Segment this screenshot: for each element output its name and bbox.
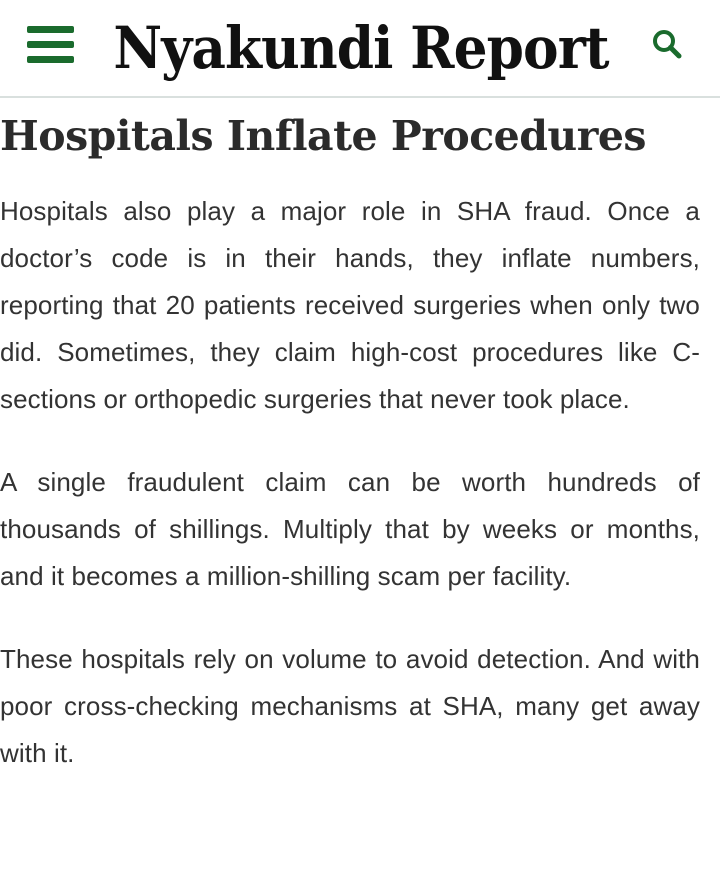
article-paragraph-1: Hospitals also play a major role in SHA fraud. Once a doctor’s code is in their hands, they inflate numbers, reporting that 20 patients received surgeries when only two did. Sometimes, they claim high-cost procedures like C-sections or orthopedic surgeries that never took place. (0, 196, 700, 414)
article-paragraph-3: These hospitals rely on volume to avoid detection. And with poor cross-checking mechanisms at SHA, many get away with it. (0, 644, 700, 768)
menu-bar-top (27, 26, 74, 33)
article-headline: Hospitals Inflate Procedures (0, 112, 646, 160)
article-content (0, 100, 700, 777)
menu-bar-middle (27, 41, 74, 48)
article-paragraph-2: A single fraudulent claim can be worth hundreds of thousands of shillings. Multiply that by weeks or months, and it becomes a million-shilling scam per facility. (0, 467, 700, 591)
site-logo[interactable]: Nyakundi Report (113, 14, 609, 82)
search-icon-graphic (651, 28, 683, 60)
menu-bar-bottom (27, 56, 74, 63)
hamburger-menu-icon[interactable] (27, 26, 74, 64)
search-icon[interactable] (651, 28, 683, 60)
site-header (0, 0, 720, 98)
